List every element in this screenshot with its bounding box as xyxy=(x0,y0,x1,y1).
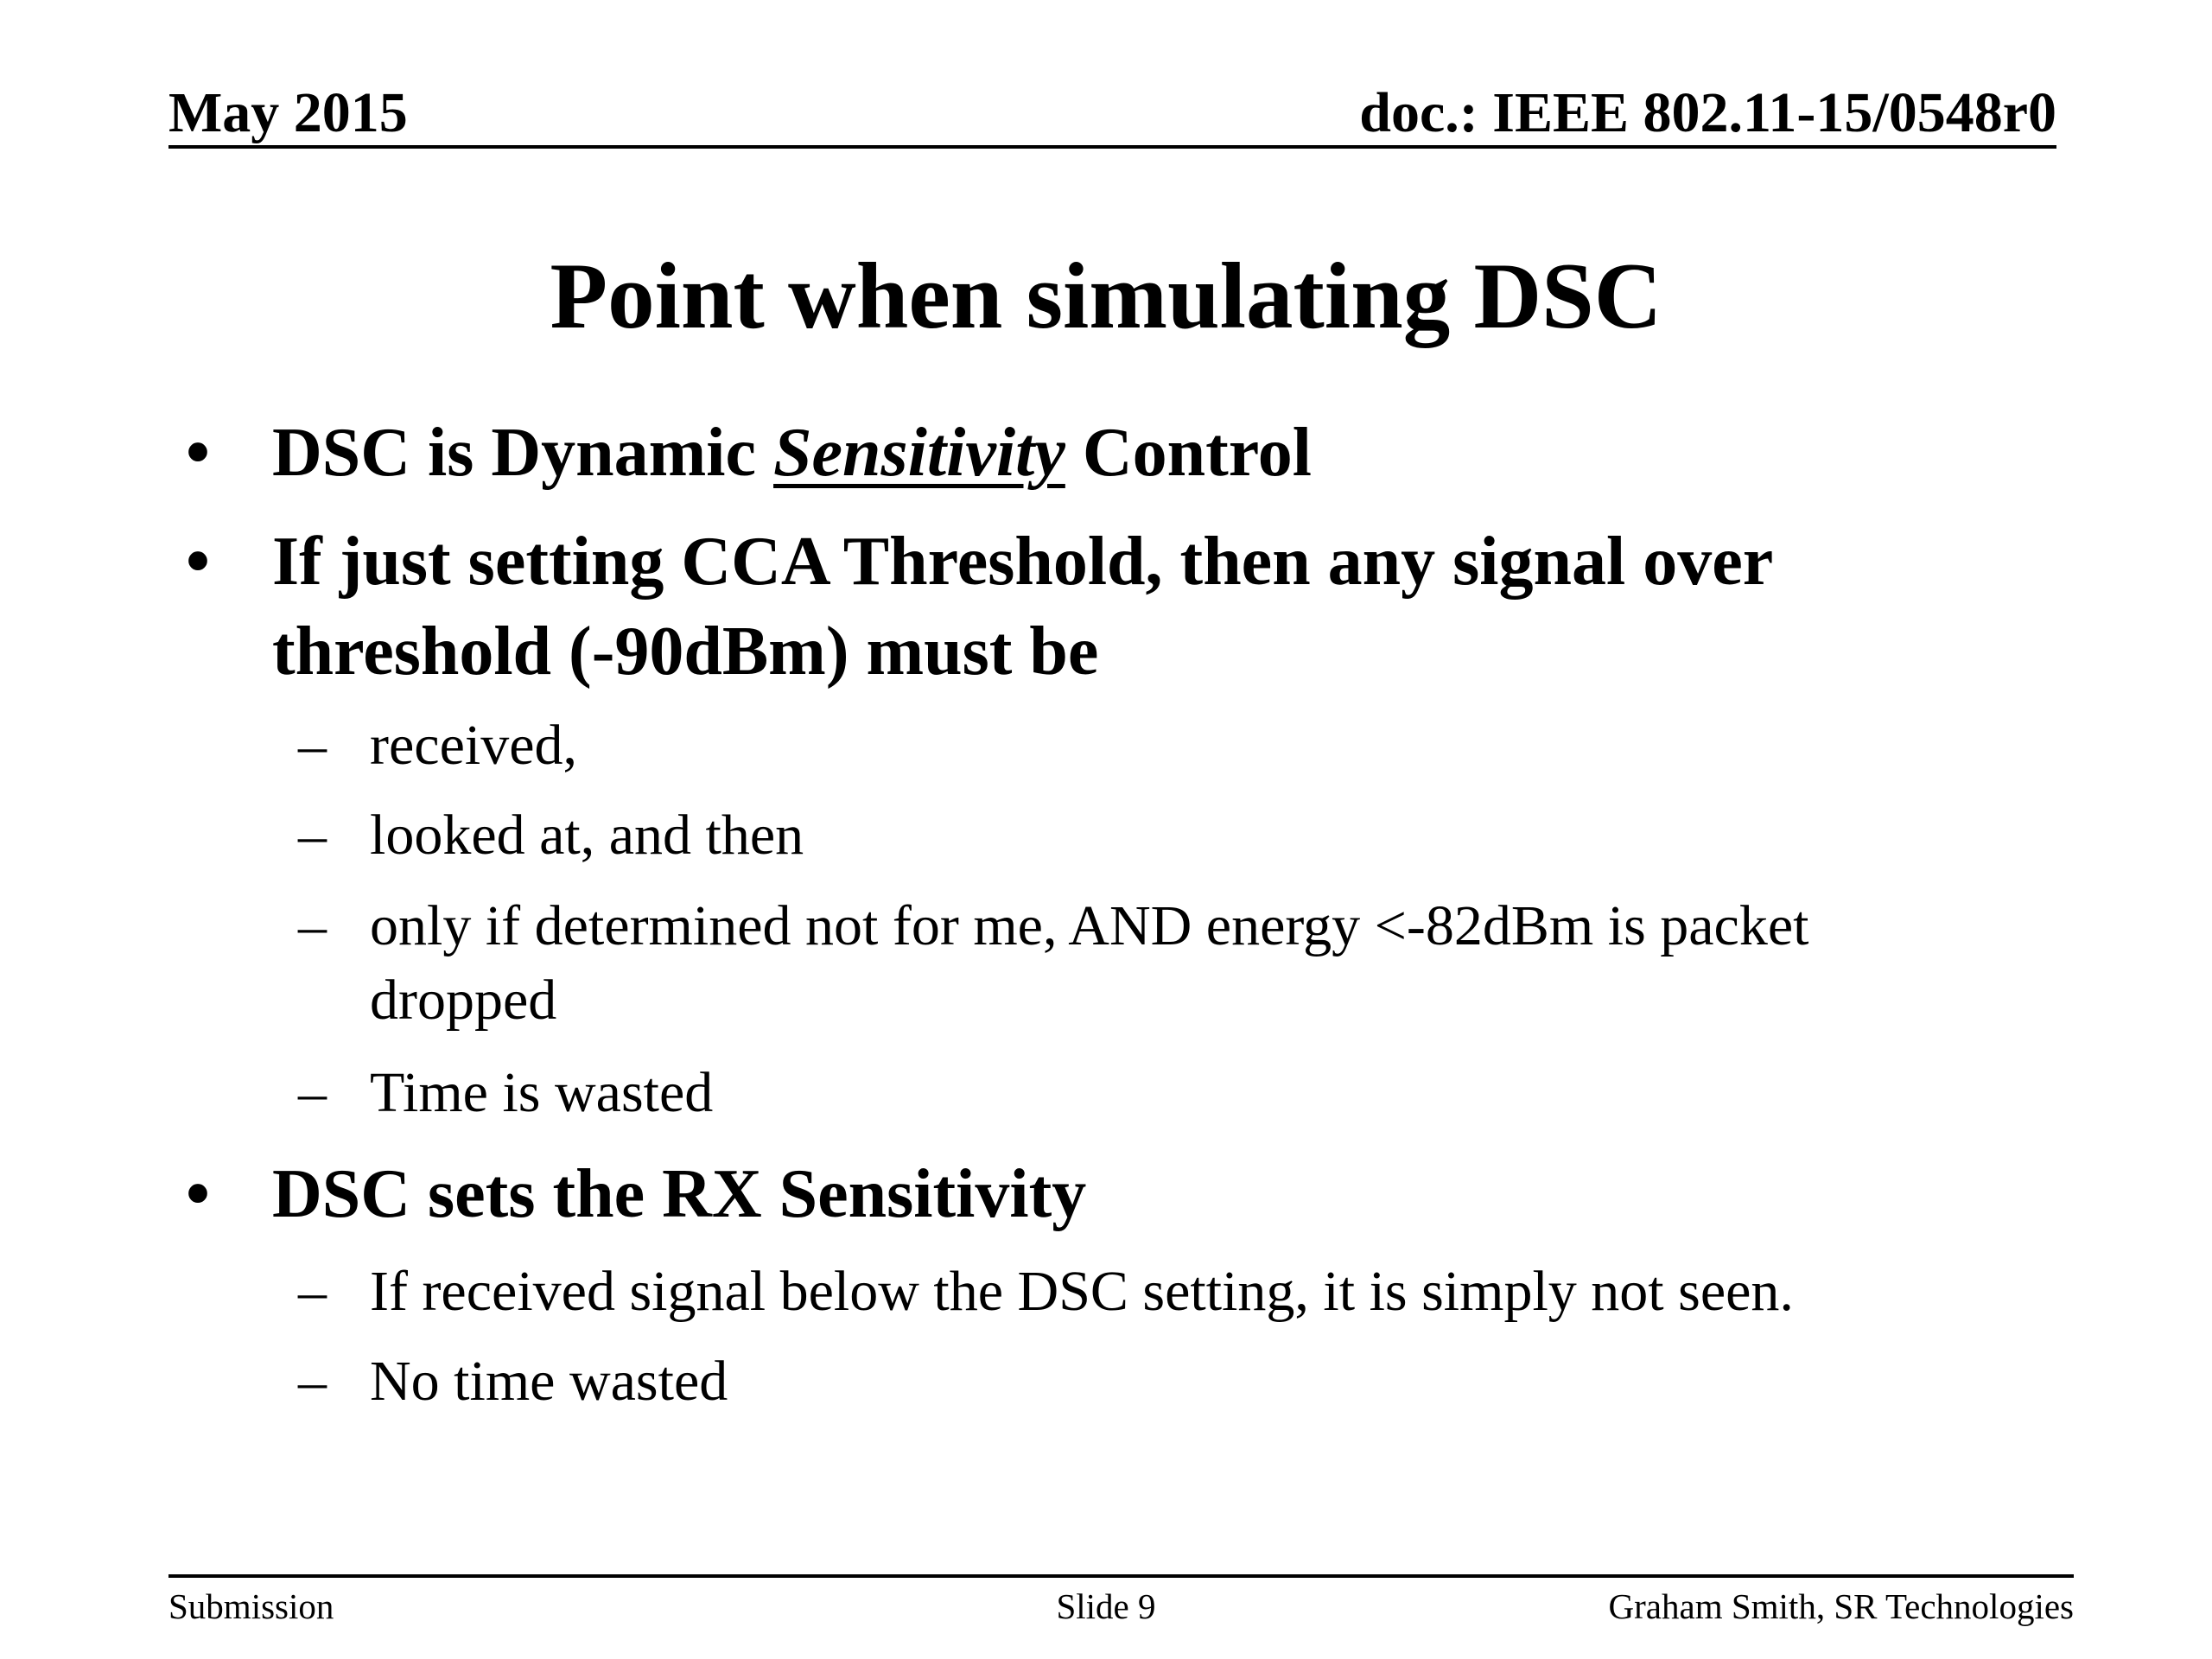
emphasized-term: Sensitivity xyxy=(773,415,1065,491)
dash-marker: – xyxy=(298,1350,327,1413)
bullet-text: DSC is Dynamic xyxy=(272,415,774,491)
sub-item: received, xyxy=(370,714,577,777)
slide-title: Point when simulating DSC xyxy=(550,244,1662,348)
dash-marker: – xyxy=(298,1061,327,1124)
bullet-item: DSC sets the RX Sensitivity xyxy=(272,1156,1087,1232)
sub-item: No time wasted xyxy=(370,1350,728,1413)
bullet-text: Control xyxy=(1065,415,1313,491)
dash-marker: – xyxy=(298,1260,327,1323)
bullet-marker: • xyxy=(186,415,211,491)
footer-slide-number: Slide 9 xyxy=(1056,1586,1156,1626)
bullet-marker: • xyxy=(186,524,211,600)
dash-marker: – xyxy=(298,894,327,957)
dash-marker: – xyxy=(298,714,327,777)
sub-item: If received signal below the DSC setting, it is simply not seen. xyxy=(370,1260,1794,1323)
header-doc-id: doc.: IEEE 802.11-15/0548r0 xyxy=(1359,81,2056,144)
header-date: May 2015 xyxy=(168,81,408,144)
footer-divider xyxy=(168,1574,2074,1578)
dash-marker: – xyxy=(298,804,327,867)
sub-item-continuation: dropped xyxy=(370,969,557,1032)
bullet-marker: • xyxy=(186,1156,211,1232)
sub-item: only if determined not for me, AND energy <-82dBm is packet xyxy=(370,894,1809,957)
bullet-item xyxy=(272,408,1983,498)
bullet-item: If just setting CCA Threshold, then any signal over xyxy=(272,524,1774,600)
bullet-item-continuation: threshold (-90dBm) must be xyxy=(272,613,1099,690)
footer-submission: Submission xyxy=(168,1586,334,1626)
sub-item: looked at, and then xyxy=(370,804,804,867)
sub-item: Time is wasted xyxy=(370,1061,714,1124)
footer-author: Graham Smith, SR Technologies xyxy=(1608,1586,2074,1626)
